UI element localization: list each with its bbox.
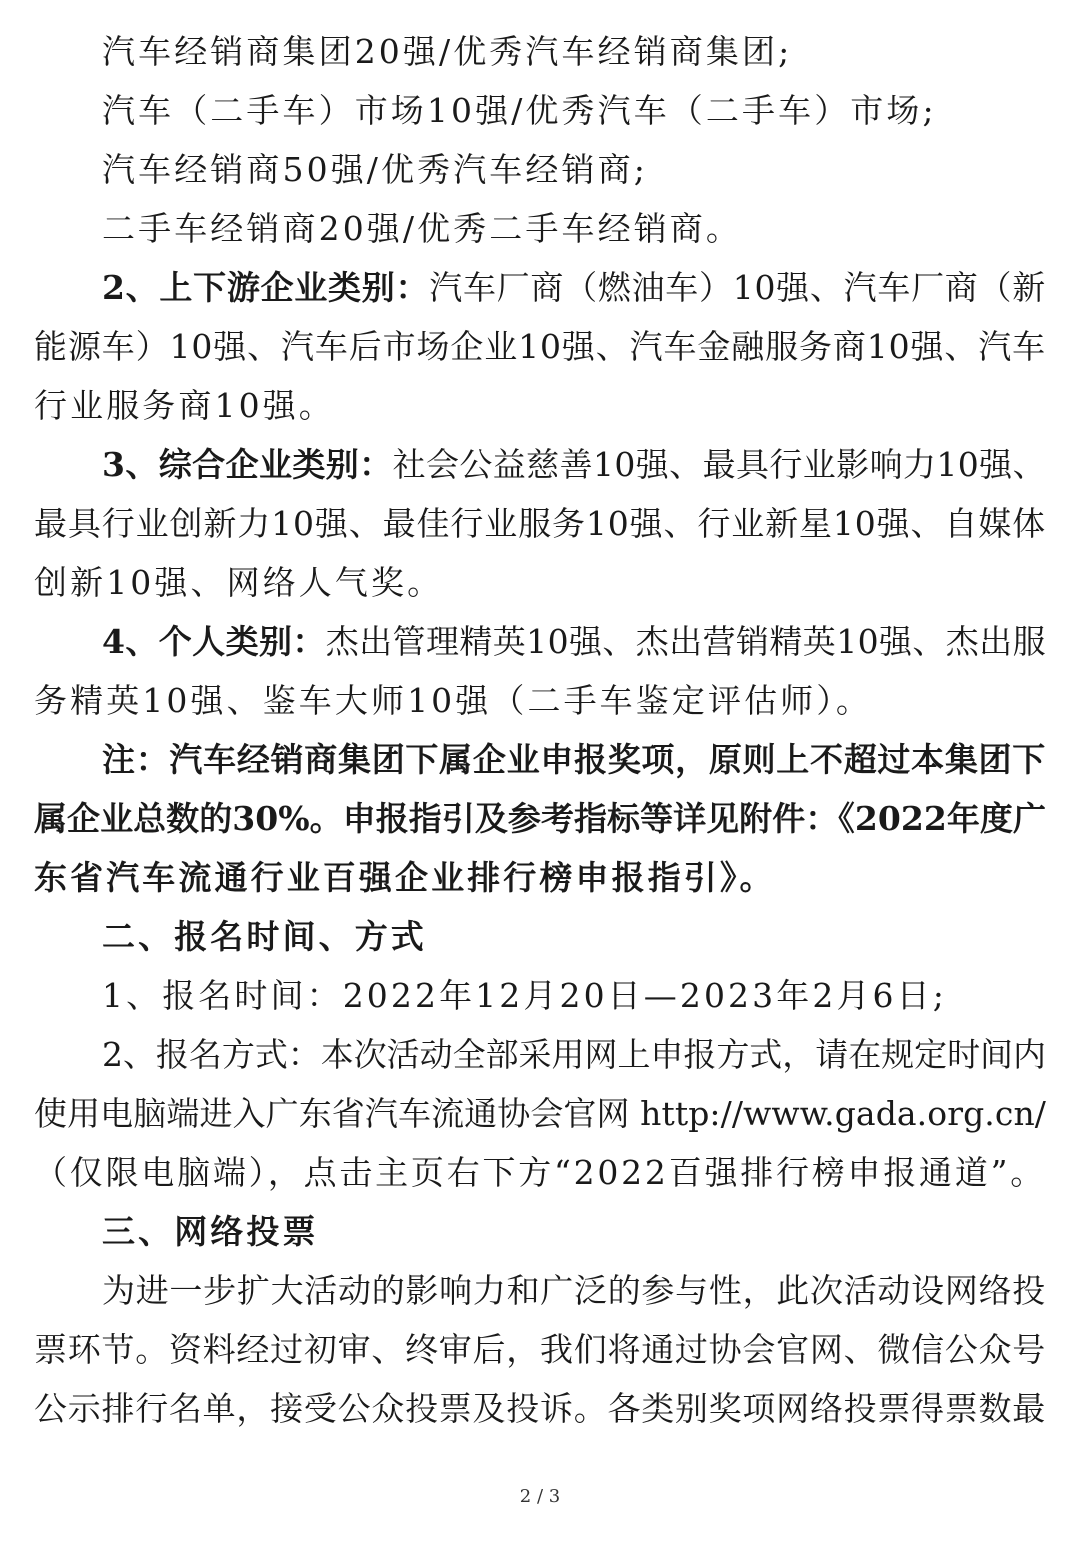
paragraph-line: 2、上下游企业类别：汽车厂商（燃油车）10强、汽车厂商（新	[102, 268, 1046, 307]
paragraph-line: 行业服务商10强。	[34, 386, 335, 425]
category-label: 4、个人类别：	[102, 622, 326, 661]
paragraph-line: 3、综合企业类别：社会公益慈善10强、最具行业影响力10强、	[102, 445, 1046, 484]
note-line: 东省汽车流通行业百强企业排行榜申报指引》。	[34, 858, 776, 897]
paragraph-line: 票环节。资料经过初审、终审后，我们将通过协会官网、微信公众号	[34, 1330, 1046, 1369]
list-item: 汽车经销商50强/优秀汽车经销商;	[102, 150, 648, 189]
paragraph-line: 4、个人类别：杰出管理精英10强、杰出营销精英10强、杰出服	[102, 622, 1046, 661]
paragraph-line: （仅限电脑端），点击主页右下方“2022百强排行榜申报通道”。	[34, 1153, 1046, 1192]
category-label: 3、综合企业类别：	[102, 445, 393, 484]
paragraph-line: 2、报名方式：本次活动全部采用网上申报方式，请在规定时间内	[102, 1035, 1046, 1074]
paragraph-line: 能源车）10强、汽车后市场企业10强、汽车金融服务商10强、汽车	[34, 327, 1046, 366]
list-item: 汽车（二手车）市场10强/优秀汽车（二手车）市场;	[102, 91, 937, 130]
paragraph-line: 公示排行名单，接受公众投票及投诉。各类别奖项网络投票得票数最	[34, 1389, 1046, 1428]
note-line: 属企业总数的30%。申报指引及参考指标等详见附件：《2022年度广	[34, 799, 1046, 838]
paragraph-line: 创新10强、网络人气奖。	[34, 563, 444, 602]
paragraph-line: 为进一步扩大活动的影响力和广泛的参与性，此次活动设网络投	[102, 1271, 1046, 1310]
category-label: 2、上下游企业类别：	[102, 268, 430, 307]
paragraph-line: 务精英10强、鉴车大师10强（二手车鉴定评估师）。	[34, 681, 872, 720]
paragraph-line: 1、报名时间：2022年12月20日—2023年2月6日;	[102, 976, 947, 1015]
page-indicator: 2 / 3	[519, 1486, 561, 1507]
note-line: 注：汽车经销商集团下属企业申报奖项，原则上不超过本集团下	[102, 740, 1046, 779]
section-heading: 三、网络投票	[102, 1212, 319, 1251]
section-heading: 二、报名时间、方式	[102, 917, 427, 956]
paragraph-line: 使用电脑端进入广东省汽车流通协会官网 http://www.gada.org.cn/	[34, 1094, 1046, 1133]
list-item: 二手车经销商20强/优秀二手车经销商。	[102, 209, 743, 248]
list-item: 汽车经销商集团20强/优秀汽车经销商集团;	[102, 32, 793, 71]
paragraph-line: 最具行业创新力10强、最佳行业服务10强、行业新星10强、自媒体	[34, 504, 1046, 543]
